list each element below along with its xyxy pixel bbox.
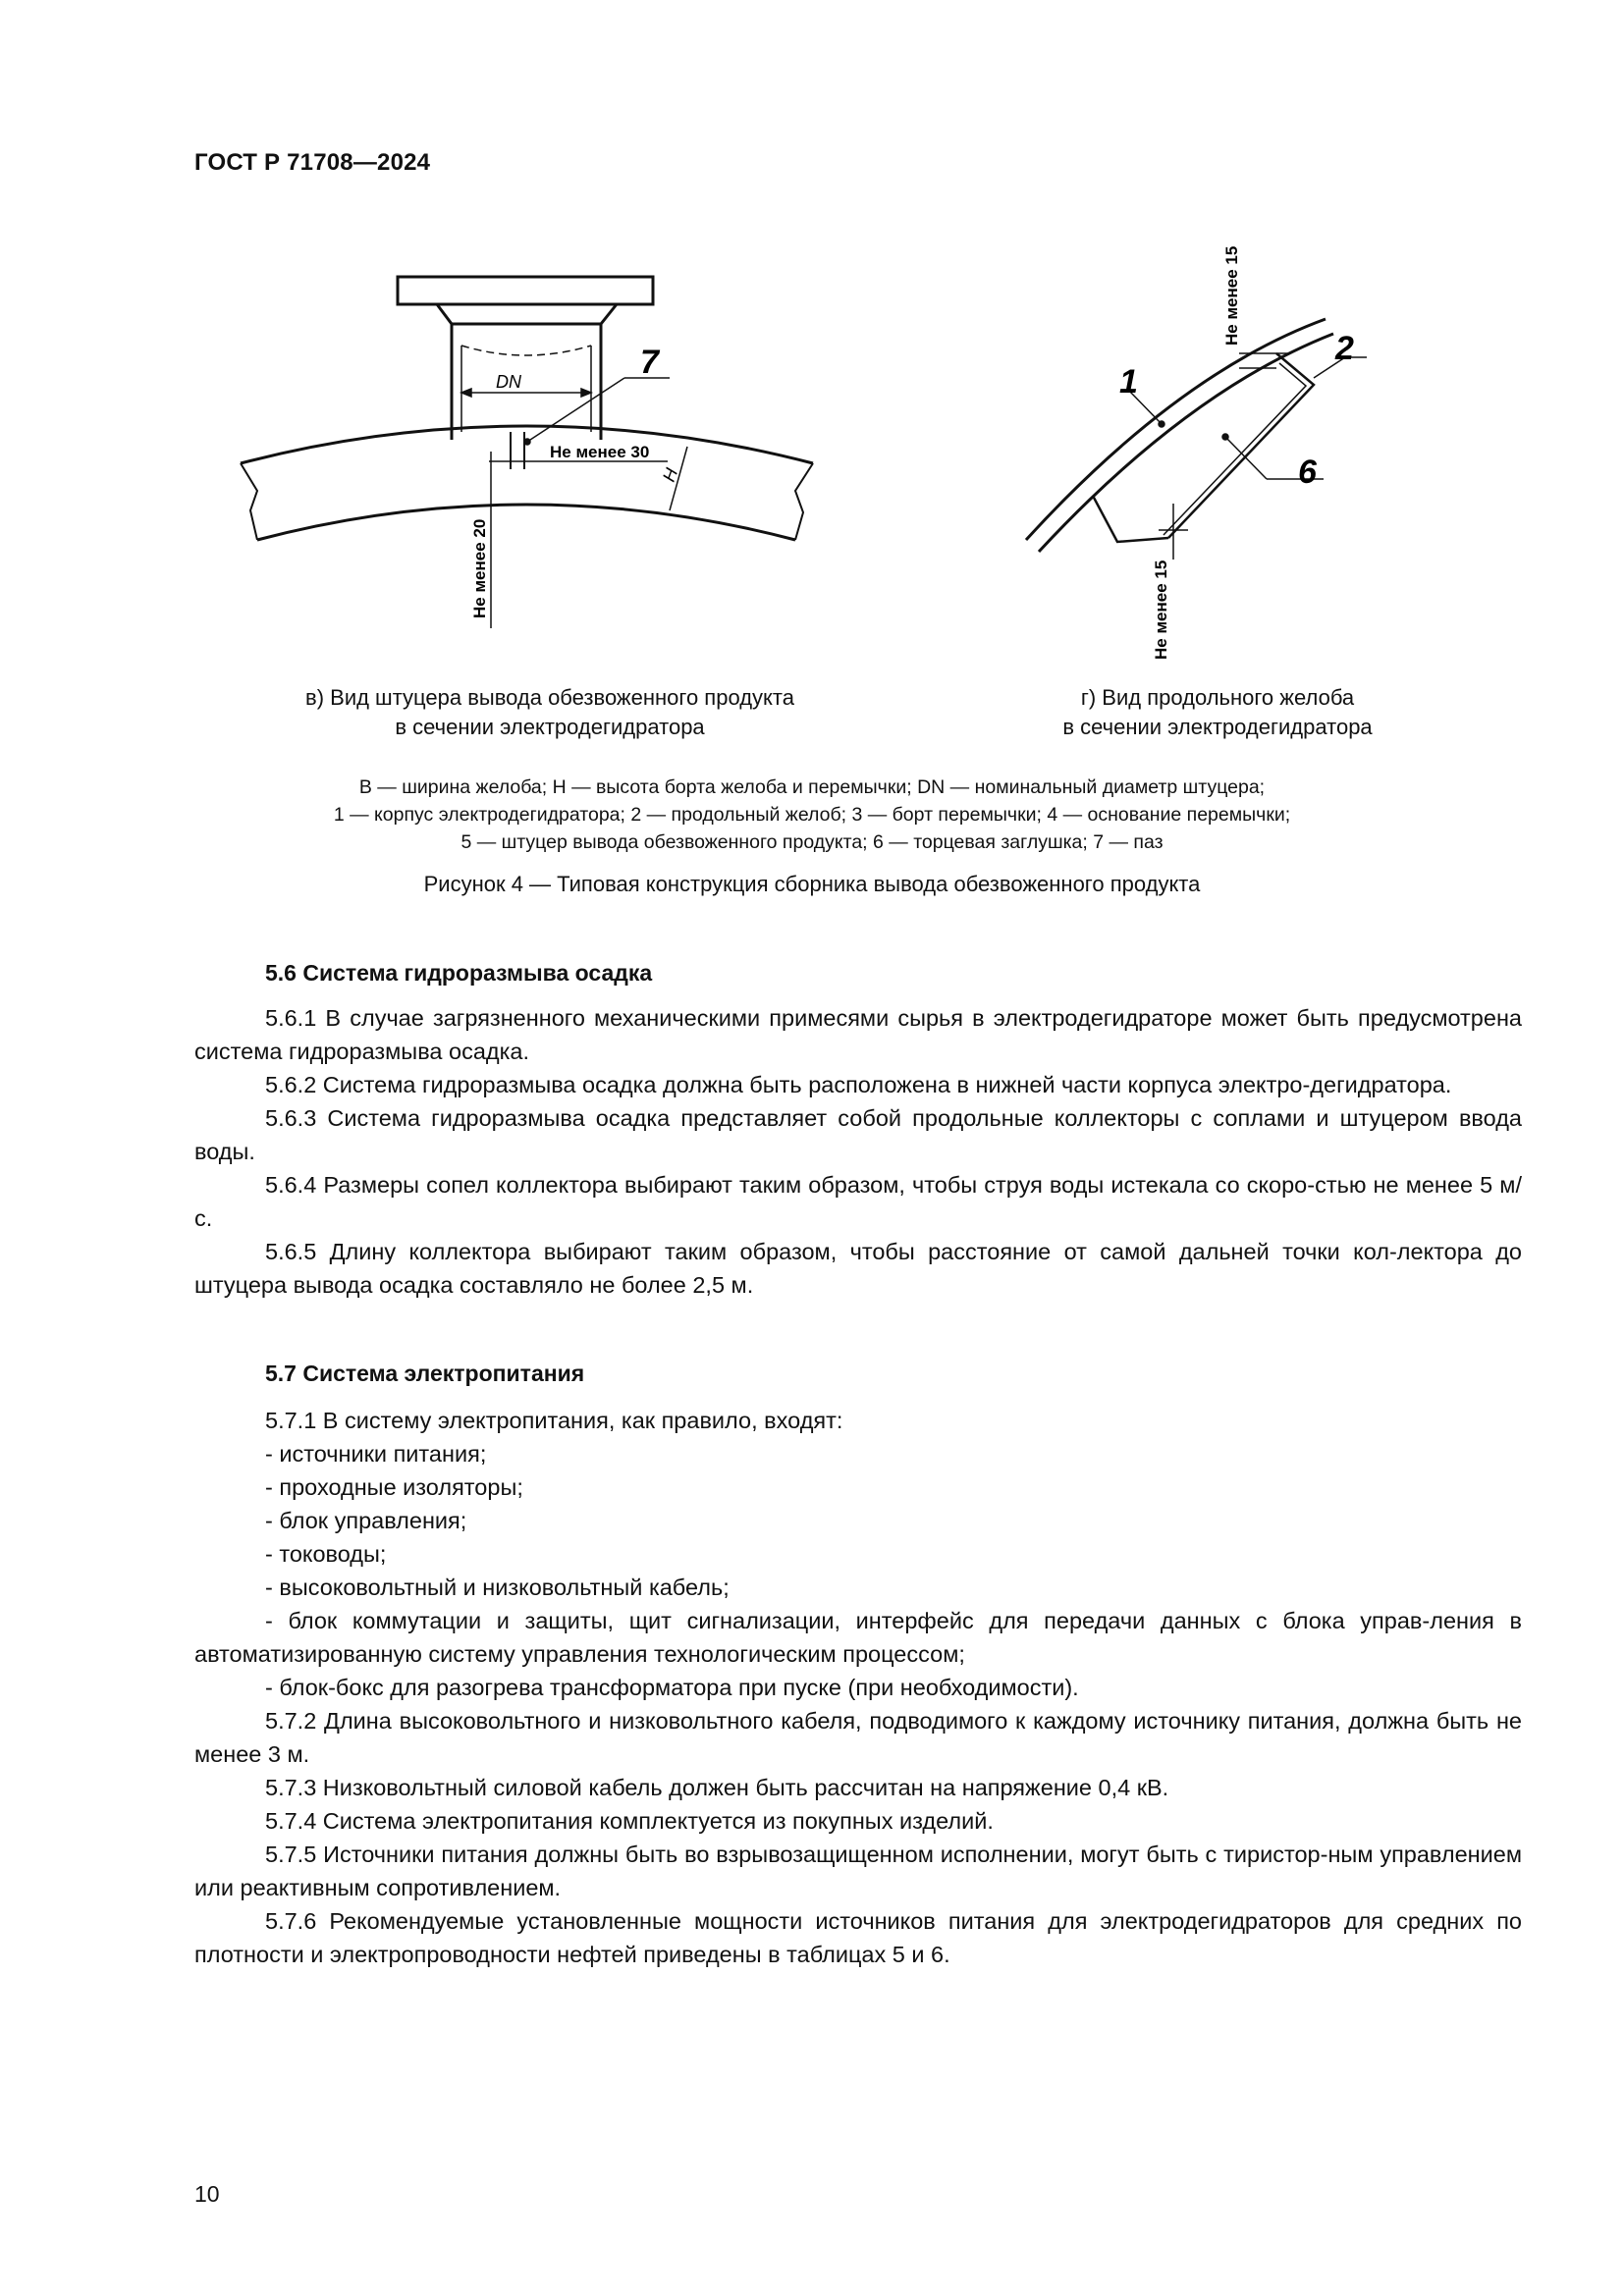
list-item: - высоковольтный и низковольтный кабель; <box>265 1575 730 1600</box>
paragraph-5-7-4: 5.7.4 Система электропитания комплектуется из покупных изделий. <box>265 1808 994 1834</box>
dim-min20-label: Не менее 20 <box>470 518 489 618</box>
figure-gutter-view <box>1011 226 1424 667</box>
list-item: - блок-бокс для разогрева трансформатора при пуске (при необходимости). <box>265 1675 1079 1700</box>
paragraph-5-7-2: 5.7.2 Длина высоковольтного и низковольтного кабеля, подводимого к каждому источнику питания, должна быть не менее 3 м. <box>194 1708 1522 1767</box>
callout-7: 7 <box>640 344 659 381</box>
document-header: ГОСТ Р 71708—2024 <box>194 149 431 176</box>
section-5-6-heading: 5.6 Система гидроразмыва осадка <box>265 960 653 986</box>
callout-6: 6 <box>1298 454 1317 491</box>
section-5-7-body <box>194 1404 1522 1971</box>
paragraph-5-6-2: 5.6.2 Система гидроразмыва осадка должна быть расположена в нижней части корпуса электро-дегидратора. <box>265 1072 1452 1097</box>
list-item: - тоководы; <box>265 1541 387 1567</box>
caption-left-line1: в) Вид штуцера вывода обезвоженного продукта <box>305 685 794 710</box>
page-number: 10 <box>194 2181 220 2207</box>
figure-title: Рисунок 4 — Типовая конструкция сборника вывода обезвоженного продукта <box>423 872 1201 896</box>
caption-left-line2: в сечении электродегидратора <box>395 715 705 739</box>
dim-min30-label: Не менее 30 <box>550 443 650 461</box>
paragraph-5-7-1: 5.7.1 В систему электропитания, как правило, входят: <box>265 1408 843 1433</box>
list-item: - источники питания; <box>265 1441 487 1467</box>
paragraph-5-7-6: 5.7.6 Рекомендуемые установленные мощности источников питания для электродегидраторов для средних по плотности и электропроводности нефтей приведены в таблицах 5 и 6. <box>194 1908 1522 1967</box>
section-5-6-body <box>194 1001 1522 1302</box>
paragraph-5-6-4: 5.6.4 Размеры сопел коллектора выбирают таким образом, чтобы струя воды истекала со скоро-стью не менее 5 м/с. <box>194 1172 1522 1231</box>
legend-line-1: B — ширина желоба; H — высота борта желоба и перемычки; DN — номинальный диаметр штуцера; <box>358 776 1266 798</box>
dim-top-label: Не менее 15 <box>1222 245 1241 346</box>
paragraph-5-7-3: 5.7.3 Низковольтный силовой кабель должен быть рассчитан на напряжение 0,4 кВ. <box>265 1775 1169 1800</box>
callout-2: 2 <box>1335 330 1354 367</box>
dim-h-label: H <box>658 465 682 485</box>
dim-bottom-label: Не менее 15 <box>1152 560 1170 660</box>
callout-1: 1 <box>1119 363 1138 400</box>
paragraph-5-6-5: 5.6.5 Длину коллектора выбирают таким образом, чтобы расстояние от самой дальней точки кол-лектора до штуцера вывода осадка составляло не более 2,5 м. <box>194 1239 1522 1298</box>
list-item: - блок управления; <box>265 1508 467 1533</box>
section-5-7-heading: 5.7 Система электропитания <box>265 1361 585 1386</box>
caption-right-line1: г) Вид продольного желоба <box>1080 685 1355 710</box>
figure-nozzle-view <box>226 265 835 638</box>
legend-line-3: 5 — штуцер вывода обезвоженного продукта; 6 — торцевая заглушка; 7 — паз <box>460 831 1164 853</box>
paragraph-5-6-1: 5.6.1 В случае загрязненного механическими примесями сырья в электродегидраторе может быть предусмотрена система гидроразмыва осадка. <box>194 1005 1522 1064</box>
dim-dn-label: DN <box>496 372 521 392</box>
list-item: - проходные изоляторы; <box>265 1474 523 1500</box>
caption-right <box>943 683 1492 742</box>
list-item: - блок коммутации и защиты, щит сигнализации, интерфейс для передачи данных с блока управ-ления в автоматизированную систему управления технологическим процессом; <box>194 1608 1522 1667</box>
legend-line-2: 1 — корпус электродегидратора; 2 — продольный желоб; 3 — борт перемычки; 4 — основание перемычки; <box>333 804 1291 826</box>
paragraph-5-7-5: 5.7.5 Источники питания должны быть во взрывозащищенном исполнении, могут быть с тиристор-ным управлением или реактивным сопротивлением. <box>194 1842 1522 1900</box>
caption-left <box>206 683 893 742</box>
figure-legend <box>177 774 1447 856</box>
caption-right-line2: в сечении электродегидратора <box>1062 715 1373 739</box>
paragraph-5-6-3: 5.6.3 Система гидроразмыва осадка представляет собой продольные коллекторы с соплами и штуцером ввода воды. <box>194 1105 1522 1164</box>
